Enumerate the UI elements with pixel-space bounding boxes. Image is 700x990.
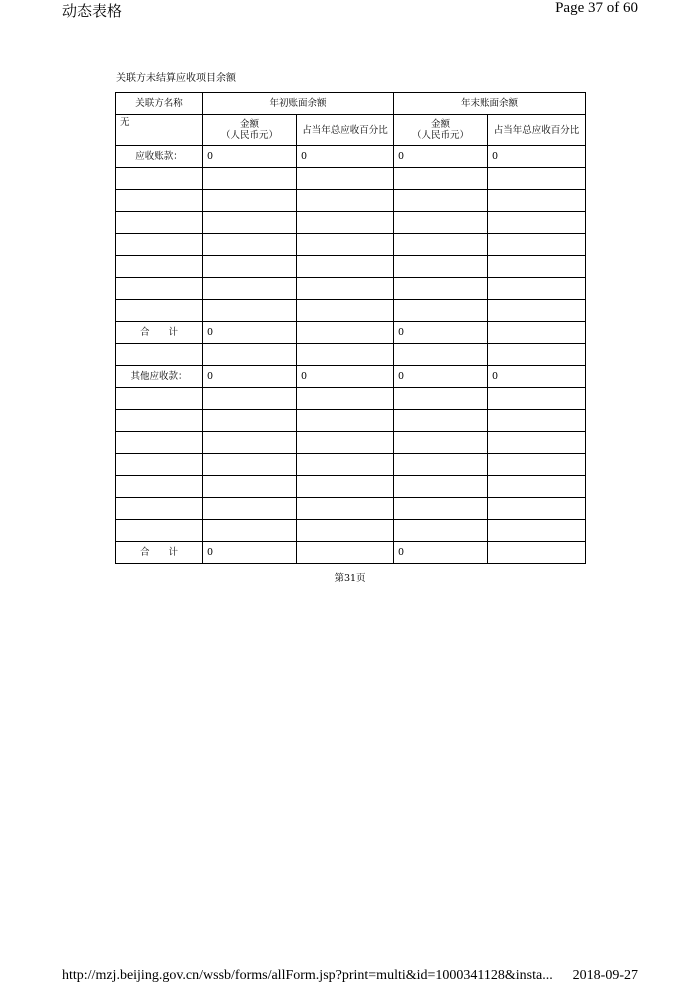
cell-begin-amount <box>203 190 297 212</box>
cell-end-percent <box>488 234 586 256</box>
cell-end-amount <box>394 256 488 278</box>
row-label: 合 计 <box>116 542 203 564</box>
cell-begin-percent <box>297 234 394 256</box>
table-row <box>116 146 586 168</box>
cell-end-amount <box>394 520 488 542</box>
cell-begin-percent: 0 <box>297 146 394 168</box>
table-header-row <box>116 93 586 115</box>
cell-end-amount <box>394 498 488 520</box>
cell-end-amount <box>394 454 488 476</box>
cell-begin-amount: 0 <box>203 322 297 344</box>
row-label <box>116 234 203 256</box>
cell-end-amount <box>394 212 488 234</box>
cell-begin-percent <box>297 388 394 410</box>
cell-end-amount <box>394 190 488 212</box>
cell-begin-percent <box>297 256 394 278</box>
cell-begin-amount <box>203 256 297 278</box>
table-row <box>116 234 586 256</box>
cell-end-amount <box>394 410 488 432</box>
cell-end-amount: 0 <box>394 146 488 168</box>
cell-begin-amount <box>203 498 297 520</box>
table-row <box>116 212 586 234</box>
table-row <box>116 168 586 190</box>
cell-begin-amount <box>203 432 297 454</box>
subheader-begin-amount <box>203 115 297 146</box>
cell-begin-percent <box>297 542 394 564</box>
table-row <box>116 300 586 322</box>
table-row <box>116 542 586 564</box>
cell-end-amount <box>394 432 488 454</box>
row-label <box>116 410 203 432</box>
cell-begin-amount <box>203 344 297 366</box>
cell-end-percent <box>488 388 586 410</box>
row-label <box>116 344 203 366</box>
col-header-beginning-balance: 年初账面余额 <box>203 93 394 115</box>
table-row <box>116 410 586 432</box>
cell-end-percent <box>488 410 586 432</box>
cell-end-percent <box>488 278 586 300</box>
cell-end-amount: 0 <box>394 366 488 388</box>
cell-begin-amount <box>203 278 297 300</box>
amount-label: 金额 <box>431 119 451 130</box>
cell-end-percent <box>488 168 586 190</box>
cell-begin-amount <box>203 388 297 410</box>
header-page-indicator: Page 37 of 60 <box>555 0 638 16</box>
cell-end-percent <box>488 432 586 454</box>
table-row <box>116 344 586 366</box>
row-label: 应收账款： <box>116 146 203 168</box>
cell-begin-percent <box>297 432 394 454</box>
note-none: 无 <box>116 115 203 146</box>
cell-begin-percent <box>297 190 394 212</box>
row-label <box>116 432 203 454</box>
cell-end-amount <box>394 300 488 322</box>
cell-end-percent: 0 <box>488 366 586 388</box>
cell-end-percent <box>488 454 586 476</box>
cell-begin-amount <box>203 234 297 256</box>
footer-date: 2018-09-27 <box>572 968 638 983</box>
page-number: 第31页 <box>334 573 366 584</box>
cell-begin-amount <box>203 454 297 476</box>
amount-label: 金额 <box>239 119 259 130</box>
subheader-end-percent: 占当年总应收百分比 <box>488 115 586 146</box>
row-label: 其他应收款： <box>116 366 203 388</box>
table-row <box>116 520 586 542</box>
subheader-end-amount <box>394 115 488 146</box>
cell-begin-percent <box>297 454 394 476</box>
related-receivables-table <box>115 92 586 564</box>
cell-end-amount <box>394 476 488 498</box>
row-label <box>116 256 203 278</box>
row-label <box>116 520 203 542</box>
row-label: 合 计 <box>116 322 203 344</box>
cell-begin-percent <box>297 168 394 190</box>
cell-begin-percent <box>297 300 394 322</box>
col-header-ending-balance: 年末账面余额 <box>394 93 586 115</box>
header-title: 动态表格 <box>62 2 123 20</box>
col-header-related-party: 关联方名称 <box>116 93 203 115</box>
subheader-begin-percent: 占当年总应收百分比 <box>297 115 394 146</box>
cell-begin-percent <box>297 212 394 234</box>
row-label <box>116 388 203 410</box>
cell-begin-percent <box>297 476 394 498</box>
cell-end-amount <box>394 388 488 410</box>
cell-end-percent <box>488 322 586 344</box>
cell-end-percent <box>488 542 586 564</box>
cell-end-percent <box>488 498 586 520</box>
table-row <box>116 454 586 476</box>
cell-begin-amount <box>203 520 297 542</box>
cell-begin-amount <box>203 168 297 190</box>
row-label <box>116 300 203 322</box>
cell-end-percent <box>488 256 586 278</box>
row-label <box>116 212 203 234</box>
table-row <box>116 432 586 454</box>
table-row <box>116 388 586 410</box>
table-row <box>116 190 586 212</box>
cell-end-percent <box>488 212 586 234</box>
table-row <box>116 366 586 388</box>
table-row <box>116 476 586 498</box>
cell-end-amount <box>394 344 488 366</box>
cell-end-percent <box>488 300 586 322</box>
cell-begin-percent <box>297 410 394 432</box>
cell-begin-amount: 0 <box>203 366 297 388</box>
cell-begin-amount <box>203 212 297 234</box>
cell-begin-amount <box>203 300 297 322</box>
table-row <box>116 498 586 520</box>
cell-end-amount: 0 <box>394 322 488 344</box>
cell-begin-percent <box>297 322 394 344</box>
cell-end-percent <box>488 344 586 366</box>
cell-begin-percent <box>297 278 394 300</box>
cell-begin-amount <box>203 410 297 432</box>
cell-end-percent <box>488 190 586 212</box>
row-label <box>116 454 203 476</box>
cell-begin-amount: 0 <box>203 542 297 564</box>
table-caption: 关联方未结算应收项目余额 <box>116 73 236 84</box>
amount-unit: （人民币元） <box>220 130 278 141</box>
cell-end-amount <box>394 278 488 300</box>
cell-begin-percent <box>297 344 394 366</box>
cell-end-percent: 0 <box>488 146 586 168</box>
cell-begin-amount <box>203 476 297 498</box>
footer-url: http://mzj.beijing.gov.cn/wssb/forms/allForm.jsp?print=multi&id=1000341128&insta... <box>62 968 553 983</box>
row-label <box>116 498 203 520</box>
row-label <box>116 190 203 212</box>
cell-end-amount <box>394 168 488 190</box>
cell-begin-percent: 0 <box>297 366 394 388</box>
table-row <box>116 278 586 300</box>
row-label <box>116 168 203 190</box>
amount-unit: （人民币元） <box>412 130 470 141</box>
table-subheader-row <box>116 115 586 146</box>
cell-end-percent <box>488 476 586 498</box>
row-label <box>116 278 203 300</box>
cell-end-amount <box>394 234 488 256</box>
cell-begin-percent <box>297 520 394 542</box>
cell-begin-amount: 0 <box>203 146 297 168</box>
table-row <box>116 256 586 278</box>
table-row <box>116 322 586 344</box>
row-label <box>116 476 203 498</box>
cell-end-percent <box>488 520 586 542</box>
cell-end-amount: 0 <box>394 542 488 564</box>
cell-begin-percent <box>297 498 394 520</box>
